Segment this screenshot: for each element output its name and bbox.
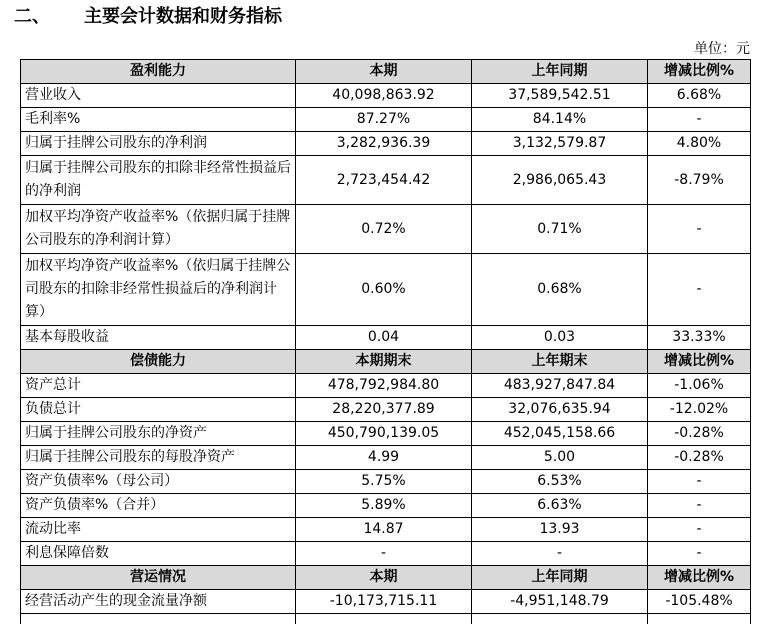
current-value: 14.87 (296, 518, 472, 542)
change-value: -12.02% (648, 398, 751, 422)
current-value: 0.04 (296, 326, 472, 350)
table-row (21, 446, 751, 470)
solvency-header-change: 增减比例% (648, 350, 751, 374)
change-value: - (648, 254, 751, 326)
current-value: 5.89% (296, 494, 472, 518)
current-value: 40,098,863.92 (296, 84, 472, 108)
operation-header-change: 增减比例% (648, 566, 751, 590)
solvency-header-category: 偿债能力 (21, 350, 296, 374)
table-row-partial (21, 614, 751, 625)
section-title: 主要会计数据和财务指标 (84, 6, 282, 27)
table-row (21, 84, 751, 108)
prior-value: -4,951,148.79 (472, 590, 648, 614)
change-value: - (648, 205, 751, 254)
table-row (21, 470, 751, 494)
prior-value: 13.93 (472, 518, 648, 542)
change-value: -0.28% (648, 422, 751, 446)
current-value: 3,282,936.39 (296, 132, 472, 156)
row-label: 流动比率 (21, 518, 296, 542)
row-label: 负债总计 (21, 398, 296, 422)
prior-value: 2,986,065.43 (472, 156, 648, 205)
prior-value: 483,927,847.84 (472, 374, 648, 398)
table-row (21, 326, 751, 350)
profit-header-row (21, 60, 751, 84)
table-row (21, 156, 751, 205)
prior-value: - (472, 542, 648, 566)
current-value: 478,792,984.80 (296, 374, 472, 398)
table-row (21, 254, 751, 326)
change-value: - (648, 518, 751, 542)
table-row (21, 108, 751, 132)
table-row (21, 542, 751, 566)
current-value: 2,723,454.42 (296, 156, 472, 205)
row-label: 加权平均净资产收益率%（依归属于挂牌公司股东的扣除非经常性损益后的净利润计算） (21, 254, 296, 326)
solvency-header-prior: 上年期末 (472, 350, 648, 374)
change-value: - (648, 108, 751, 132)
change-value: -8.79% (648, 156, 751, 205)
table-row (21, 132, 751, 156)
prior-value: 0.03 (472, 326, 648, 350)
current-value: 4.99 (296, 446, 472, 470)
table-row (21, 494, 751, 518)
row-label: 基本每股收益 (21, 326, 296, 350)
current-value: 5.75% (296, 470, 472, 494)
change-value: 6.68% (648, 84, 751, 108)
row-label: 利息保障倍数 (21, 542, 296, 566)
change-value: -1.06% (648, 374, 751, 398)
profit-header-current: 本期 (296, 60, 472, 84)
change-value: 33.33% (648, 326, 751, 350)
partial-cell (21, 614, 296, 625)
prior-value: 6.53% (472, 470, 648, 494)
row-label: 归属于挂牌公司股东的扣除非经常性损益后的净利润 (21, 156, 296, 205)
row-label: 毛利率% (21, 108, 296, 132)
current-value: 0.60% (296, 254, 472, 326)
row-label: 资产总计 (21, 374, 296, 398)
current-value: 0.72% (296, 205, 472, 254)
row-label: 资产负债率%（母公司） (21, 470, 296, 494)
table-row (21, 590, 751, 614)
profit-header-category: 盈利能力 (21, 60, 296, 84)
prior-value: 6.63% (472, 494, 648, 518)
change-value: 4.80% (648, 132, 751, 156)
row-label: 加权平均净资产收益率%（依据归属于挂牌公司股东的净利润计算） (21, 205, 296, 254)
profit-header-prior: 上年同期 (472, 60, 648, 84)
table-row (21, 374, 751, 398)
partial-cell (648, 614, 751, 625)
solvency-header-current: 本期期末 (296, 350, 472, 374)
solvency-header-row (21, 350, 751, 374)
operation-header-row (21, 566, 751, 590)
unit-label: 单位：元 (694, 41, 750, 57)
prior-value: 0.71% (472, 205, 648, 254)
prior-value: 5.00 (472, 446, 648, 470)
prior-value: 0.68% (472, 254, 648, 326)
row-label: 归属于挂牌公司股东的净资产 (21, 422, 296, 446)
row-label: 归属于挂牌公司股东的每股净资产 (21, 446, 296, 470)
current-value: -10,173,715.11 (296, 590, 472, 614)
change-value: -0.28% (648, 446, 751, 470)
change-value: - (648, 470, 751, 494)
table-row (21, 518, 751, 542)
prior-value: 452,045,158.66 (472, 422, 648, 446)
section-number: 二、 (14, 6, 50, 27)
profit-header-change: 增减比例% (648, 60, 751, 84)
partial-cell (472, 614, 648, 625)
prior-value: 37,589,542.51 (472, 84, 648, 108)
change-value: - (648, 494, 751, 518)
current-value: - (296, 542, 472, 566)
row-label: 资产负债率%（合并） (21, 494, 296, 518)
financial-indicators-table (20, 59, 751, 624)
row-label: 归属于挂牌公司股东的净利润 (21, 132, 296, 156)
partial-cell (296, 614, 472, 625)
change-value: - (648, 542, 751, 566)
current-value: 28,220,377.89 (296, 398, 472, 422)
row-label: 经营活动产生的现金流量净额 (21, 590, 296, 614)
operation-header-category: 营运情况 (21, 566, 296, 590)
table-row (21, 422, 751, 446)
row-label: 营业收入 (21, 84, 296, 108)
prior-value: 84.14% (472, 108, 648, 132)
operation-header-prior: 上年同期 (472, 566, 648, 590)
prior-value: 32,076,635.94 (472, 398, 648, 422)
change-value: -105.48% (648, 590, 751, 614)
operation-header-current: 本期 (296, 566, 472, 590)
table-row (21, 205, 751, 254)
prior-value: 3,132,579.87 (472, 132, 648, 156)
table-row (21, 398, 751, 422)
section-heading (14, 2, 282, 28)
current-value: 450,790,139.05 (296, 422, 472, 446)
current-value: 87.27% (296, 108, 472, 132)
